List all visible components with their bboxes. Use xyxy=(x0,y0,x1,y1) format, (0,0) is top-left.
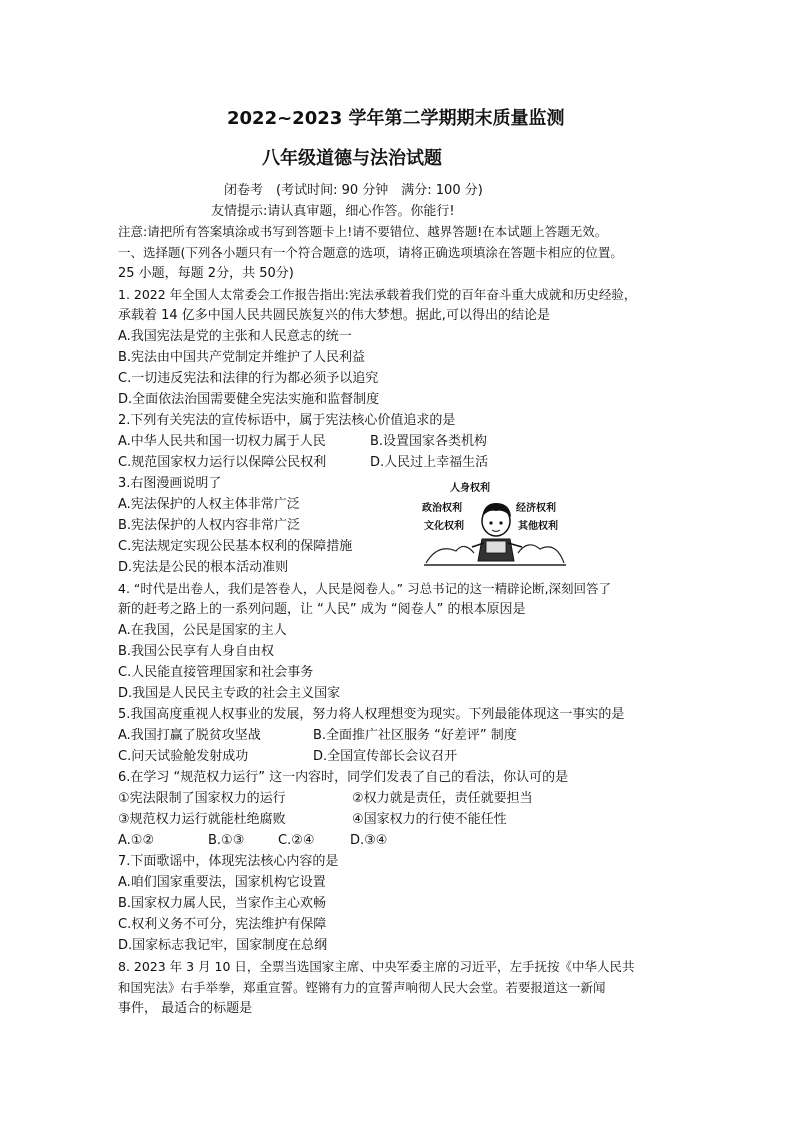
q3-stem: 3.右图漫画说明了 xyxy=(118,476,222,491)
q6-statement-1: ①宪法限制了国家权力的运行 xyxy=(118,791,286,806)
figure-label-personal-rights: 人身权利 xyxy=(450,483,490,494)
q4-option-c: C.人民能直接管理国家和社会事务 xyxy=(118,665,314,680)
friendly-tip: 友情提示:请认真审题，细心作答。你能行! xyxy=(211,204,455,219)
q1-option-c: C.一切违反宪法和法律的行为都必须予以追究 xyxy=(118,371,379,386)
q1-option-a: A.我国宪法是党的主张和人民意志的统一 xyxy=(118,329,352,344)
q4-stem: 4. “时代是出卷人，我们是答卷人，人民是阅卷人。” 习总书记的这一精辟论断,深刻回答了 xyxy=(118,581,612,596)
q6-option-b: B.①③ xyxy=(208,833,245,848)
q3-option-b: B.宪法保护的人权内容非常广泛 xyxy=(118,518,301,533)
q5-option-c: C.问天试验舱发射成功 xyxy=(118,749,249,764)
q6-option-d: D.③④ xyxy=(350,833,388,848)
q6-statement-3: ③规范权力运行就能杜绝腐败 xyxy=(118,812,286,827)
q6-option-a: A.①② xyxy=(118,833,155,848)
q2-option-c: C.规范国家权力运行以保障公民权利 xyxy=(118,455,327,470)
q3-option-d: D.宪法是公民的根本活动准则 xyxy=(118,560,289,575)
q2-option-d: D.人民过上幸福生活 xyxy=(370,455,489,470)
exam-subtitle: 八年级道德与法治试题 xyxy=(262,148,442,169)
figure-label-economic-rights: 经济权利 xyxy=(516,503,556,514)
q1-option-b: B.宪法由中国共产党制定并维护了人民利益 xyxy=(118,350,366,365)
q8-stem-3: 事件， 最适合的标题是 xyxy=(118,1001,253,1016)
q1-stem: 1. 2022 年全国人太常委会工作报告指出:宪法承载着我们党的百年奋斗重大成就和历史经验， xyxy=(118,287,637,302)
q6-option-c: C.②④ xyxy=(278,833,315,848)
q5-option-b: B.全面推广社区服务 “好差评” 制度 xyxy=(313,728,517,743)
figure-label-political-rights: 政治权利 xyxy=(422,503,462,514)
notice: 注意:请把所有答案填涂或书写到答题卡上!请不要错位、越界答题!在本试题上答题无效。 xyxy=(118,224,608,239)
q4-option-a: A.在我国，公民是国家的主人 xyxy=(118,623,287,638)
exam-info: 闭卷考 (考试时间: 90 分钟 满分: 100 分) xyxy=(224,183,483,198)
rights-cartoon xyxy=(418,481,570,571)
q3-option-a: A.宪法保护的人权主体非常广泛 xyxy=(118,497,300,512)
q1-option-d: D.全面依法治国需要健全宪法实施和监督制度 xyxy=(118,392,380,407)
q8-stem: 8. 2023 年 3 月 10 日，全票当选国家主席、中央军委主席的习近平，左手抚按《中华人民共 xyxy=(118,959,635,974)
q2-stem: 2.下列有关宪法的宣传标语中，属于宪法核心价值追求的是 xyxy=(118,413,456,428)
q5-stem: 5.我国高度重视人权事业的发展，努力将人权理想变为现实。下列最能体现这一事实的是 xyxy=(118,707,625,722)
q2-option-a: A.中华人民共和国一切权力属于人民 xyxy=(118,434,326,449)
q5-option-a: A.我国打赢了脱贫攻坚战 xyxy=(118,728,261,743)
q7-stem: 7.下面歌谣中，体现宪法核心内容的是 xyxy=(118,854,339,869)
q1-stem-2: 承载着 14 亿多中国人民共圆民族复兴的伟大梦想。据此,可以得出的结论是 xyxy=(118,308,550,323)
q7-option-d: D.国家标志我记牢，国家制度在总纲 xyxy=(118,938,328,953)
section-heading-line2: 25 小题，每题 2分，共 50分) xyxy=(118,266,294,281)
q7-option-b: B.国家权力属人民，当家作主心欢畅 xyxy=(118,896,327,911)
q6-statement-2: ②权力就是责任，责任就要担当 xyxy=(352,791,533,806)
q4-option-d: D.我国是人民民主专政的社会主义国家 xyxy=(118,686,341,701)
q7-option-c: C.权利义务不可分，宪法维护有保障 xyxy=(118,917,327,932)
q3-option-c: C.宪法规定实现公民基本权利的保障措施 xyxy=(118,539,353,554)
q4-option-b: B.我国公民享有人身自由权 xyxy=(118,644,275,659)
exam-title: 2022~2023 学年第二学期期末质量监测 xyxy=(227,108,565,129)
figure-label-cultural-rights: 文化权利 xyxy=(424,521,464,532)
q6-statement-4: ④国家权力的行使不能任性 xyxy=(352,812,507,827)
q7-option-a: A.咱们国家重要法，国家机构它设置 xyxy=(118,875,326,890)
figure-label-other-rights: 其他权利 xyxy=(518,521,558,532)
section-heading: 一、选择题(下列各小题只有一个符合题意的选项，请将正确选项填涂在答题卡相应的位置。 xyxy=(118,245,623,260)
q8-stem-2: 和国宪法》右手举拳，郑重宣誓。铿锵有力的宣誓声响彻人民大会堂。若要报道这一新闻 xyxy=(118,980,606,995)
q6-stem: 6.在学习 “规范权力运行” 这一内容时，同学们发表了自己的看法，你认可的是 xyxy=(118,770,569,785)
q5-option-d: D.全国宣传部长会议召开 xyxy=(313,749,458,764)
q4-stem-2: 新的赶考之路上的一系列问题，让 “人民” 成为 “阅卷人” 的根本原因是 xyxy=(118,602,526,617)
q2-option-b: B.设置国家各类机构 xyxy=(370,434,488,449)
